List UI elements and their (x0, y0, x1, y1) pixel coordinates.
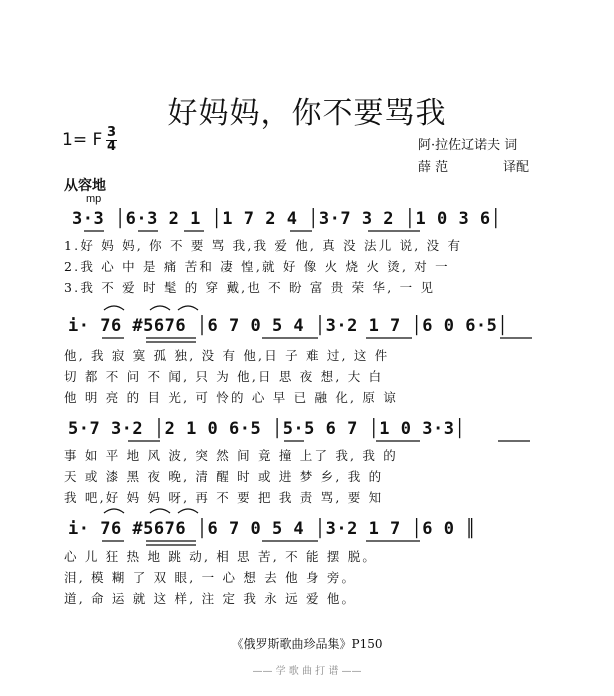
slur (104, 306, 124, 310)
translator-role: 译配 (503, 160, 530, 175)
notation-line-1: 3·3 │6·3 2 1 │1 7 2 4 │3·7 3 2 │1 0 3 6│ (72, 209, 502, 229)
lyric-line-1-3: 3.我 不 爱 时 髦 的 穿 戴,也 不 盼 富 贵 荣 华, 一 见 (64, 280, 436, 295)
source-line-2: —— 学 歌 曲 打 谱 —— (252, 666, 362, 677)
slur (150, 306, 170, 310)
lyric-line-1-2: 2.我 心 中 是 痛 苦和 凄 惶,就 好 像 火 烧 火 烫, 对 一 (64, 259, 450, 274)
tempo-marking: 从容地 (64, 178, 106, 194)
slur (104, 509, 124, 513)
lyric-line-4-1: 心 儿 狂 热 地 跳 动, 相 思 苦, 不 能 摆 脱。 (64, 549, 378, 564)
lyric-line-3-2: 天 或 漆 黑 夜 晚, 清 醒 时 或 进 梦 乡, 我 的 (64, 469, 384, 484)
time-signature-top: 3 (106, 125, 117, 140)
lyric-line-3-1: 事 如 平 地 风 波, 突 然 间 竟 撞 上了 我, 我 的 (64, 448, 398, 463)
lyric-line-4-3: 道, 命 运 就 这 样, 注 定 我 永 远 爱 他。 (64, 591, 357, 606)
lyric-line-2-1: 他, 我 寂 寞 孤 独, 没 有 他,日 子 难 过, 这 件 (64, 348, 390, 363)
notation-line-4: i· 76 #5676 │6 7 0 5 4 │3·2 1 7 │6 0 ║ (68, 519, 476, 539)
lyric-line-2-3: 他 明 亮 的 目 光, 可 怜的 心 早 已 融 化, 原 谅 (64, 390, 398, 405)
slur (178, 306, 198, 310)
lyric-line-1-1: 1.好 妈 妈, 你 不 要 骂 我,我 爱 他, 真 没 法儿 说, 没 有 (64, 238, 463, 253)
translator-name: 薛 范 (418, 160, 449, 175)
time-signature-bottom: 4 (106, 139, 117, 154)
song-title: 好妈妈，你不要骂我 (167, 96, 447, 131)
slur (150, 509, 170, 513)
notation-line-3: 5·7 3·2 │2 1 0 6·5 │5·5 6 7 │1 0 3·3│ (68, 419, 466, 439)
lyric-line-3-3: 我 吧,好 妈 妈 呀, 再 不 要 把 我 责 骂, 要 知 (64, 490, 384, 505)
lyricist-credit: 阿·拉佐辽诺夫 词 (418, 138, 518, 153)
source-citation: 《俄罗斯歌曲珍品集》P150 (231, 637, 383, 651)
dynamic-marking: mp (86, 193, 102, 205)
slur (178, 509, 198, 513)
key-signature: 1= F (62, 130, 103, 150)
notation-line-2: i· 76 #5676 │6 7 0 5 4 │3·2 1 7 │6 0 6·5│ (68, 316, 509, 336)
lyric-line-2-2: 切 都 不 问 不 闻, 只 为 他,日 思 夜 想, 大 白 (64, 369, 384, 384)
lyric-line-4-2: 泪, 模 糊 了 双 眼, 一 心 想 去 他 身 旁。 (64, 570, 357, 585)
